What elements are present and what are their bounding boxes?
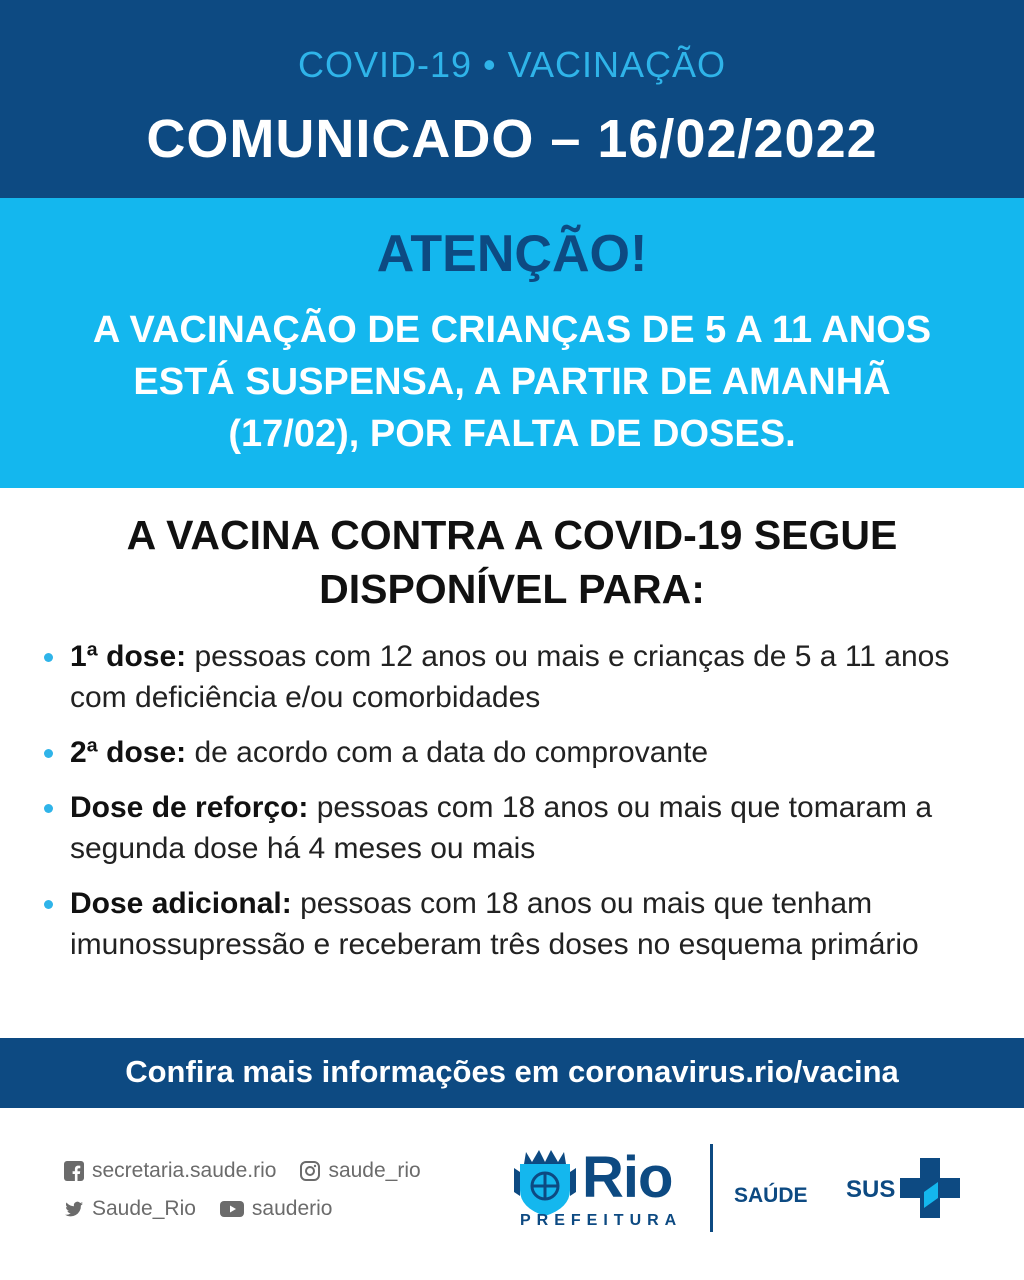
youtube-handle: sauderio bbox=[251, 1197, 333, 1220]
instagram-link[interactable] bbox=[300, 1159, 420, 1183]
alert-line-1: A VACINAÇÃO DE CRIANÇAS DE 5 A 11 ANOS bbox=[92, 309, 932, 351]
dose-description: pessoas com 18 anos ou mais que tenham imunossupressão e receberam três doses no esquema primário bbox=[70, 887, 919, 961]
facebook-handle: secretaria.saude.rio bbox=[92, 1159, 277, 1182]
institutional-logos bbox=[512, 1140, 972, 1240]
info-banner bbox=[0, 1038, 1024, 1108]
social-links bbox=[64, 1152, 445, 1228]
topic-kicker: COVID-19 • VACINAÇÃO bbox=[297, 44, 727, 85]
header-banner bbox=[0, 0, 1024, 198]
youtube-icon bbox=[220, 1199, 244, 1219]
alert-line-3: (17/02), POR FALTA DE DOSES. bbox=[228, 413, 796, 455]
list-item bbox=[44, 732, 984, 773]
saude-label: SAÚDE bbox=[734, 1184, 808, 1207]
twitter-link[interactable] bbox=[64, 1197, 196, 1221]
availability-heading-line-1: A VACINA CONTRA A COVID-19 SEGUE bbox=[126, 512, 898, 558]
dose-label: Dose de reforço: bbox=[70, 791, 317, 824]
social-row-2 bbox=[64, 1190, 445, 1228]
alert-message bbox=[30, 304, 994, 460]
twitter-handle: Saude_Rio bbox=[92, 1197, 196, 1220]
availability-heading bbox=[60, 508, 964, 616]
info-link[interactable]: Confira mais informações em coronavirus.rio/vacina bbox=[125, 1054, 899, 1089]
dose-description: de acordo com a data do comprovante bbox=[194, 736, 709, 769]
social-row-1 bbox=[64, 1152, 445, 1190]
facebook-link[interactable] bbox=[64, 1159, 276, 1183]
alert-title: ATENÇÃO! bbox=[376, 225, 648, 283]
alert-line-2: ESTÁ SUSPENSA, A PARTIR DE AMANHÃ bbox=[133, 361, 891, 403]
bullet-icon bbox=[44, 804, 53, 813]
dose-label: 2ª dose: bbox=[70, 736, 195, 769]
dose-list bbox=[44, 636, 984, 979]
dose-description: pessoas com 18 anos ou mais que tomaram a segunda dose há 4 meses ou mais bbox=[70, 791, 933, 865]
list-item bbox=[44, 883, 984, 965]
bullet-icon bbox=[44, 900, 53, 909]
dose-label: 1ª dose: bbox=[70, 640, 195, 673]
bullet-icon bbox=[44, 653, 53, 662]
list-item bbox=[44, 636, 984, 718]
sus-logo-text: SUS bbox=[846, 1176, 896, 1203]
list-item bbox=[44, 787, 984, 869]
facebook-icon bbox=[64, 1161, 84, 1181]
dose-label: Dose adicional: bbox=[70, 887, 301, 920]
alert-banner bbox=[0, 198, 1024, 488]
bullet-icon bbox=[44, 749, 53, 758]
youtube-link[interactable] bbox=[220, 1197, 333, 1221]
instagram-icon bbox=[300, 1161, 320, 1181]
rio-logo-text: Rio bbox=[582, 1145, 673, 1210]
rio-crest-icon bbox=[512, 1144, 578, 1218]
logo-divider bbox=[710, 1144, 713, 1232]
prefeitura-label: PREFEITURA bbox=[520, 1212, 683, 1229]
availability-heading-line-2: DISPONÍVEL PARA: bbox=[319, 566, 705, 612]
instagram-handle: saude_rio bbox=[328, 1159, 421, 1182]
page-title: COMUNICADO – 16/02/2022 bbox=[146, 109, 878, 169]
twitter-icon bbox=[64, 1199, 84, 1219]
dose-description: pessoas com 12 anos ou mais e crianças de 5 a 11 anos com deficiência e/ou comorbidades bbox=[70, 640, 950, 714]
sus-cross-icon bbox=[898, 1156, 962, 1220]
